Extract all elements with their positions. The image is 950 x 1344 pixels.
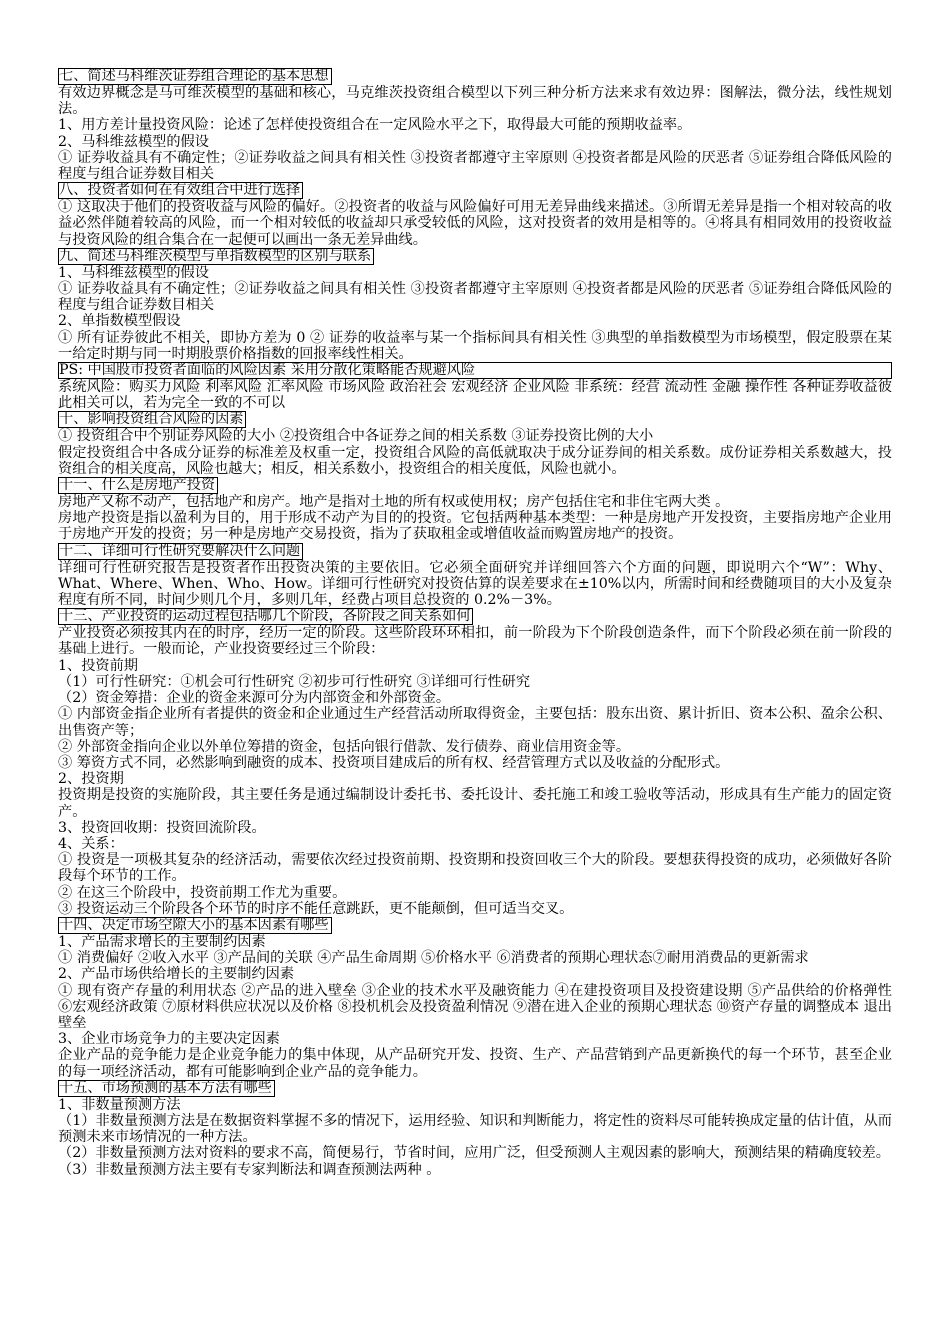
section-heading xyxy=(58,68,892,85)
paragraph: （3）非数量预测方法主要有专家判断法和调查预测法两种 。 xyxy=(58,1161,441,1178)
paragraph: 2、产品市场供给增长的主要制约因素 xyxy=(58,966,295,983)
section-heading-text: 十三、产业投资的运动过程包括哪几个阶段，各阶段之间关系如何 xyxy=(58,608,473,625)
section-heading-text: 十四、决定市场空隙大小的基本因素有哪些 xyxy=(58,917,332,934)
section-heading-text: 十五、市场预测的基本方法有哪些 xyxy=(58,1080,275,1097)
paragraph: ① 这取决于他们的投资收益与风险的偏好。②投资者的收益与风险偏好可用无差异曲线来描述。③所谓无差异是指一个相对较高的收益必然伴随着较高的风险，而一个相对较低的收益却只承受较低的风险，这对投资者的效用是相等的。④将具有相同效用的投资收益与投资风险的组合集合在一起便可以画出一条无差异曲线。 xyxy=(58,199,892,248)
section-heading-text: 八、投资者如何在有效组合中进行选择 xyxy=(58,182,303,199)
paragraph: ② 外部资金指向企业以外单位筹措的资金，包括向银行借款、发行债券、商业信用资金等。 xyxy=(58,738,631,755)
section-heading-text: 七、简述马科维茨证券组合理论的基本思想 xyxy=(58,68,332,85)
paragraph: 产业投资必须按其内在的时序，经历一定的阶段。这些阶段环环相扣，前一阶段为下个阶段创造条件，而下个阶段必须在前一阶段的基础上进行。一般而论，产业投资要经过三个阶段： xyxy=(58,625,892,658)
paragraph: （2）非数量预测方法对资料的要求不高，简便易行，节省时间，应用广泛，但受预测人主观因素的影响大，预测结果的精确度较差。 xyxy=(58,1145,890,1162)
paragraph: ① 所有证券彼此不相关，即协方差为 0 ② 证券的收益率与某一个指标间具有相关性 ③典型的单指数模型为市场模型，假定股票在某一给定时期与同一时期股票价格指数的回报率线性相关。 xyxy=(58,329,892,362)
section-heading-text: 十一、什么是房地产投资 xyxy=(58,477,218,494)
section-heading xyxy=(58,917,892,934)
paragraph: ① 证券收益具有不确定性；②证券收益之间具有相关性 ③投资者都遵守主宰原则 ④投资者都是风险的厌恶者 ⑤证券组合降低风险的程度与组合证券数目相关 xyxy=(58,281,892,314)
paragraph: ① 投资是一项极其复杂的经济活动，需要依次经过投资前期、投资期和投资回收三个大的阶段。要想获得投资的成功，必须做好各阶段每个环节的工作。 xyxy=(58,852,892,885)
section-heading xyxy=(58,411,892,428)
section-heading-text: PS: 中国股市投资者面临的风险因素 采用分散化策略能否规避风险 xyxy=(58,362,892,379)
section-heading xyxy=(58,543,892,560)
paragraph: 2、投资期 xyxy=(58,771,124,788)
paragraph: ③ 筹资方式不同，必然影响到融资的成本、投资项目建成后的所有权、经营管理方式以及收益的分配形式。 xyxy=(58,754,730,771)
paragraph: 房地产又称不动产，包括地产和房产。地产是指对土地的所有权或使用权；房产包括住宅和非住宅两大类 。 xyxy=(58,494,730,511)
paragraph: 1、用方差计量投资风险：论述了怎样使投资组合在一定风险水平之下，取得最大可能的预期收益率。 xyxy=(58,117,692,134)
section-heading-text: 十、影响投资组合风险的因素 xyxy=(58,411,246,428)
section-heading xyxy=(58,608,892,625)
paragraph: 3、投资回收期：投资回流阶段。 xyxy=(58,819,266,836)
section-heading xyxy=(58,1080,892,1097)
section-heading xyxy=(58,182,892,199)
paragraph: 1、投资前期 xyxy=(58,657,138,674)
paragraph: 有效边界概念是马可维茨模型的基础和核心，马克维茨投资组合模型以下列三种分析方法来求有效边界：图解法，微分法，线性规划法。 xyxy=(58,85,892,118)
section-heading-text: 十二、详细可行性研究要解决什么问题 xyxy=(58,543,303,560)
section-heading xyxy=(58,248,892,265)
paragraph: 假定投资组合中各成分证券的标准差及权重一定，投资组合风险的高低就取决于成分证券间的相关系数。成份证券相关系数越大，投资组合的相关度高，风险也越大；相反，相关系数小，投资组合的相关度低，风险也就小。 xyxy=(58,444,892,477)
paragraph: 企业产品的竞争能力是企业竞争能力的集中体现，从产品研究开发、投资、生产、产品营销到产品更新换代的每一个环节，甚至企业的每一项经济活动，都有可能影响到企业产品的竞争能力。 xyxy=(58,1047,892,1080)
paragraph: ③ 投资运动三个阶段各个环节的时序不能任意跳跃，更不能颠倒，但可适当交叉。 xyxy=(58,900,574,917)
section-heading xyxy=(58,362,892,379)
paragraph: （1）非数量预测方法是在数据资料掌握不多的情况下，运用经验、知识和判断能力，将定性的资料尽可能转换成定量的估计值，从而预测未来市场情况的一种方法。 xyxy=(58,1112,892,1146)
paragraph: ① 证券收益具有不确定性；②证券收益之间具有相关性 ③投资者都遵守主宰原则 ④投资者都是风险的厌恶者 ⑤证券组合降低风险的程度与组合证券数目相关 xyxy=(58,149,892,183)
paragraph: 1、非数量预测方法 xyxy=(58,1096,181,1113)
paragraph: 投资期是投资的实施阶段，其主要任务是通过编制设计委托书、委托设计、委托施工和竣工验收等活动，形成具有生产能力的固定资产。 xyxy=(58,787,892,820)
paragraph: 3、企业市场竞争力的主要决定因素 xyxy=(58,1031,280,1048)
section-heading-text: 九、简述马科维茨模型与单指数模型的区别与联系 xyxy=(58,248,374,265)
paragraph: ① 现有资产存量的利用状态 ②产品的进入壁垒 ③企业的技术水平及融资能力 ④在建投资项目及投资建设期 ⑤产品供给的价格弹性 ⑥宏观经济政策 ⑦原材料供应状况以及价格 ⑧投机机会及投资盈利情况 ⑨潜在进入企业的预期心理状态 ⑩资产存量的调整成本 退出壁垒 xyxy=(58,982,892,1031)
paragraph: （2）资金筹措：企业的资金来源可分为内部资金和外部资金。 xyxy=(58,690,451,707)
paragraph: 房地产投资是指以盈利为目的，用于形成不动产为目的的投资。它包括两种基本类型：一种是房地产开发投资，主要指房地产企业用于房地产开发的投资；另一种是房地产交易投资，指为了获取租金或增值收益而购置房地产的投资。 xyxy=(58,510,892,543)
paragraph: 1、马科维兹模型的假设 xyxy=(58,264,209,281)
paragraph: ① 投资组合中个别证券风险的大小 ②投资组合中各证券之间的相关系数 ③证券投资比例的大小 xyxy=(58,428,654,445)
paragraph: 系统风险：购买力风险 利率风险 汇率风险 市场风险 政治社会 宏观经济 企业风险 非系统：经营 流动性 金融 操作性 各种证券收益彼此相关可以，若为完全一致的不可以 xyxy=(58,379,892,412)
paragraph: ① 消费偏好 ②收入水平 ③产品间的关联 ④产品生命周期 ⑤价格水平 ⑥消费者的预期心理状态⑦耐用消费品的更新需求 xyxy=(58,950,809,967)
paragraph: 详细可行性研究报告是投资者作出投资决策的主要依旧。它必须全面研究并详细回答六个方面的问题，即说明六个“W”：Why、What、Where、When、Who、How。详细可行性研究对投资估算的误差要求在±10%以内，所需时间和经费随项目的大小及复杂程度有所不同，时间少则几个月，多则几年，经费占项目总投资的 0.2%－3%。 xyxy=(58,559,892,609)
paragraph: （1）可行性研究：①机会可行性研究 ②初步可行性研究 ③详细可行性研究 xyxy=(58,673,531,690)
paragraph: ① 内部资金指企业所有者提供的资金和企业通过生产经营活动所取得资金，主要包括：股东出资、累计折旧、资本公积、盈余公积、出售资产等； xyxy=(58,706,892,739)
section-heading xyxy=(58,477,892,494)
paragraph: 2、单指数模型假设 xyxy=(58,313,181,330)
paragraph: 1、产品需求增长的主要制约因素 xyxy=(58,933,266,950)
paragraph: 4、关系： xyxy=(58,835,124,852)
paragraph: ② 在这三个阶段中，投资前期工作尤为重要。 xyxy=(58,884,347,901)
paragraph: 2、马科维兹模型的假设 xyxy=(58,133,209,150)
